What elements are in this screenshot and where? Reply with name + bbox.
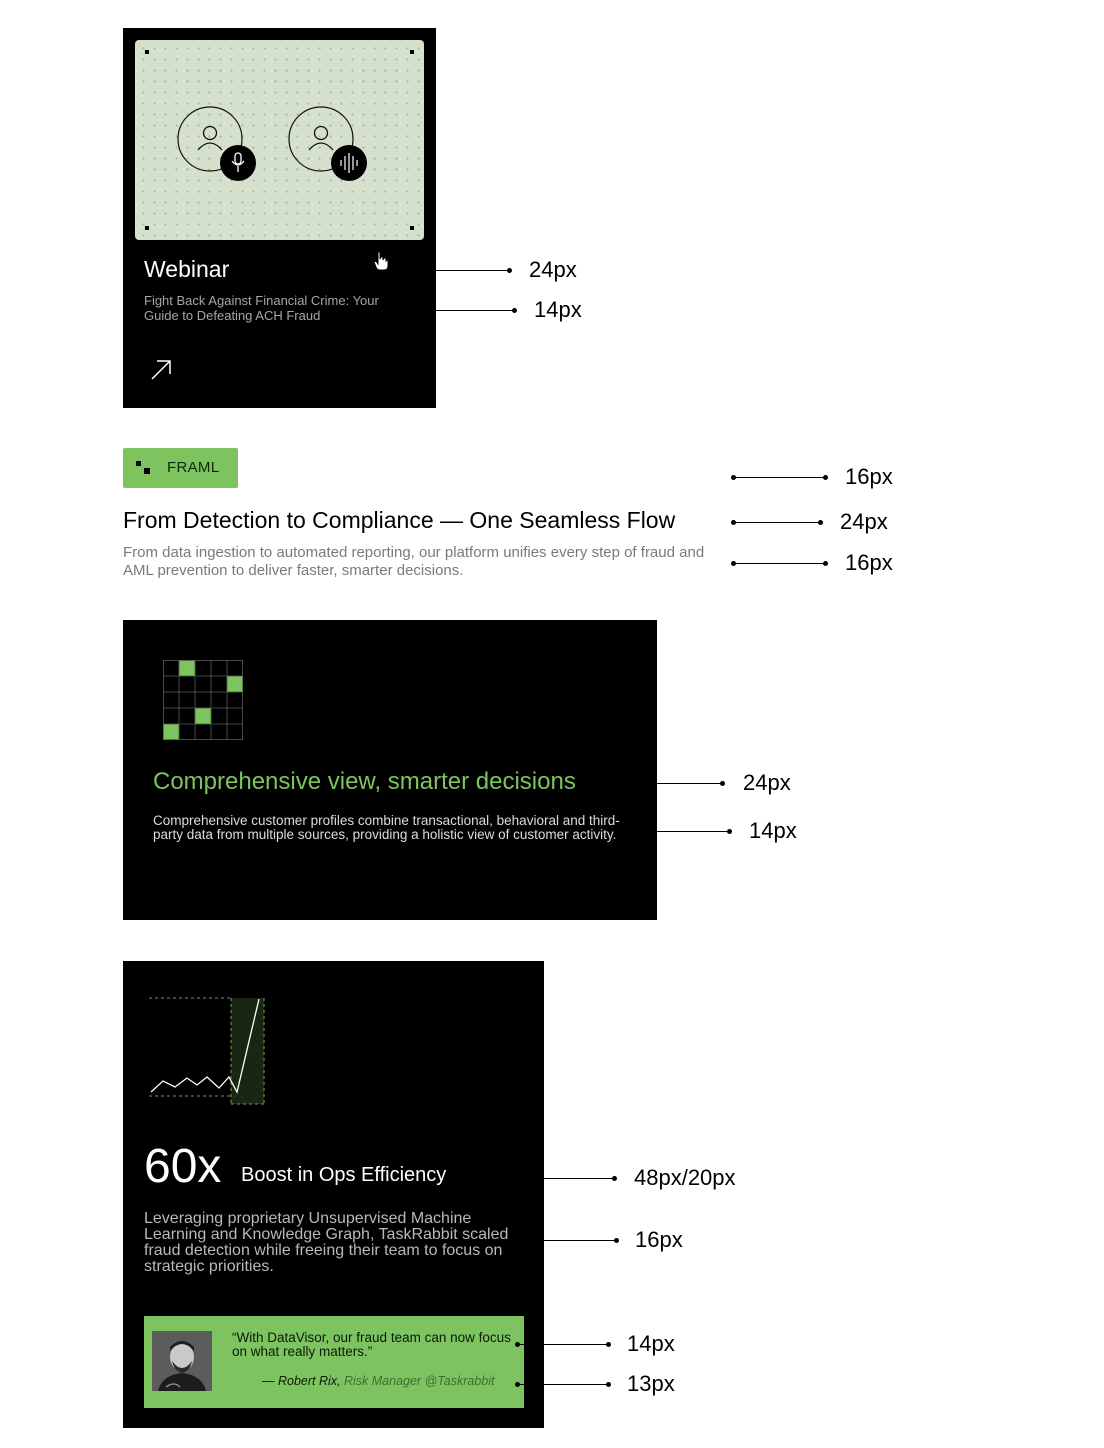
annotation-dot bbox=[507, 268, 512, 273]
testimonial-author: — Robert Rix, bbox=[262, 1374, 341, 1388]
comprehensive-title: Comprehensive view, smarter decisions bbox=[153, 768, 576, 795]
pixel-logo-icon bbox=[135, 460, 153, 476]
person-mic-icon bbox=[177, 106, 267, 186]
annotation-dot bbox=[612, 1176, 617, 1181]
corner-mark bbox=[145, 226, 149, 230]
testimonial-role: Risk Manager @Taskrabbit bbox=[343, 1374, 495, 1388]
annotation-label: 16px bbox=[635, 1227, 683, 1252]
annotation-line bbox=[544, 1178, 614, 1179]
annotation-line bbox=[517, 1344, 609, 1345]
annotation-line bbox=[436, 270, 509, 271]
framl-tag[interactable] bbox=[123, 448, 238, 488]
stat-description: Leveraging proprietary Unsupervised Machine Learning and Knowledge Graph, TaskRabbit scaled fraud detection while freeing their team to focus on strategic priorities. bbox=[144, 1210, 509, 1275]
corner-mark bbox=[410, 50, 414, 54]
annotation-label: 48px/20px bbox=[634, 1165, 736, 1190]
webinar-subtitle: Fight Back Against Financial Crime: Your Guide to Defeating ACH Fraud bbox=[144, 293, 379, 323]
annotation-dot bbox=[823, 475, 828, 480]
annotation-line bbox=[657, 831, 729, 832]
annotation-dot bbox=[727, 829, 732, 834]
annotation-dot bbox=[818, 520, 823, 525]
annotation-line bbox=[436, 310, 514, 311]
annotation-label: 24px bbox=[529, 257, 577, 282]
annotation-line bbox=[733, 522, 820, 523]
corner-mark bbox=[410, 226, 414, 230]
annotation-label: 24px bbox=[840, 509, 888, 534]
annotation-dot bbox=[606, 1382, 611, 1387]
annotation-dot bbox=[614, 1238, 619, 1243]
annotation-label: 16px bbox=[845, 550, 893, 575]
testimonial-quote: “With DataVisor, our fraud team can now focus on what really matters.” bbox=[232, 1330, 511, 1359]
annotation-line bbox=[733, 563, 825, 564]
annotation-line bbox=[517, 1384, 609, 1385]
stat-card bbox=[123, 961, 544, 1428]
annotation-dot bbox=[606, 1342, 611, 1347]
annotation-label: 14px bbox=[534, 297, 582, 322]
annotation-line bbox=[733, 477, 825, 478]
annotation-dot bbox=[823, 561, 828, 566]
section-description: From data ingestion to automated reporting, our platform unifies every step of fraud and AML prevention to deliver faster, smarter decisions. bbox=[123, 544, 705, 579]
annotation-dot bbox=[720, 781, 725, 786]
annotation-dot bbox=[512, 308, 517, 313]
person-photo-icon bbox=[152, 1331, 212, 1391]
trend-chart-icon bbox=[145, 995, 269, 1107]
stat-number: 60x bbox=[144, 1140, 222, 1193]
annotation-line bbox=[544, 1240, 616, 1241]
grid-icon bbox=[163, 660, 243, 740]
avatar bbox=[152, 1331, 212, 1391]
testimonial-box bbox=[144, 1316, 524, 1408]
comprehensive-card bbox=[123, 620, 657, 920]
framl-tag-label: FRAML bbox=[167, 459, 220, 476]
annotation-label: 14px bbox=[749, 818, 797, 843]
comprehensive-description: Comprehensive customer profiles combine transactional, behavioral and third-party data from multiple sources, providing a holistic view of customer activity. bbox=[153, 813, 620, 842]
arrow-up-right-icon[interactable] bbox=[149, 358, 173, 382]
annotation-label: 13px bbox=[627, 1371, 675, 1396]
annotation-label: 14px bbox=[627, 1331, 675, 1356]
testimonial-attribution bbox=[262, 1374, 494, 1388]
corner-mark bbox=[145, 50, 149, 54]
stat-label: Boost in Ops Efficiency bbox=[241, 1164, 447, 1186]
section-heading: From Detection to Compliance — One Seamless Flow bbox=[123, 507, 676, 533]
annotation-label: 24px bbox=[743, 770, 791, 795]
annotation-label: 16px bbox=[845, 464, 893, 489]
annotation-line bbox=[657, 783, 723, 784]
webinar-illustration bbox=[135, 40, 424, 240]
person-audio-wave-icon bbox=[288, 106, 378, 186]
webinar-title: Webinar bbox=[144, 256, 230, 282]
webinar-card[interactable] bbox=[123, 28, 436, 408]
hand-cursor-icon bbox=[373, 251, 389, 271]
